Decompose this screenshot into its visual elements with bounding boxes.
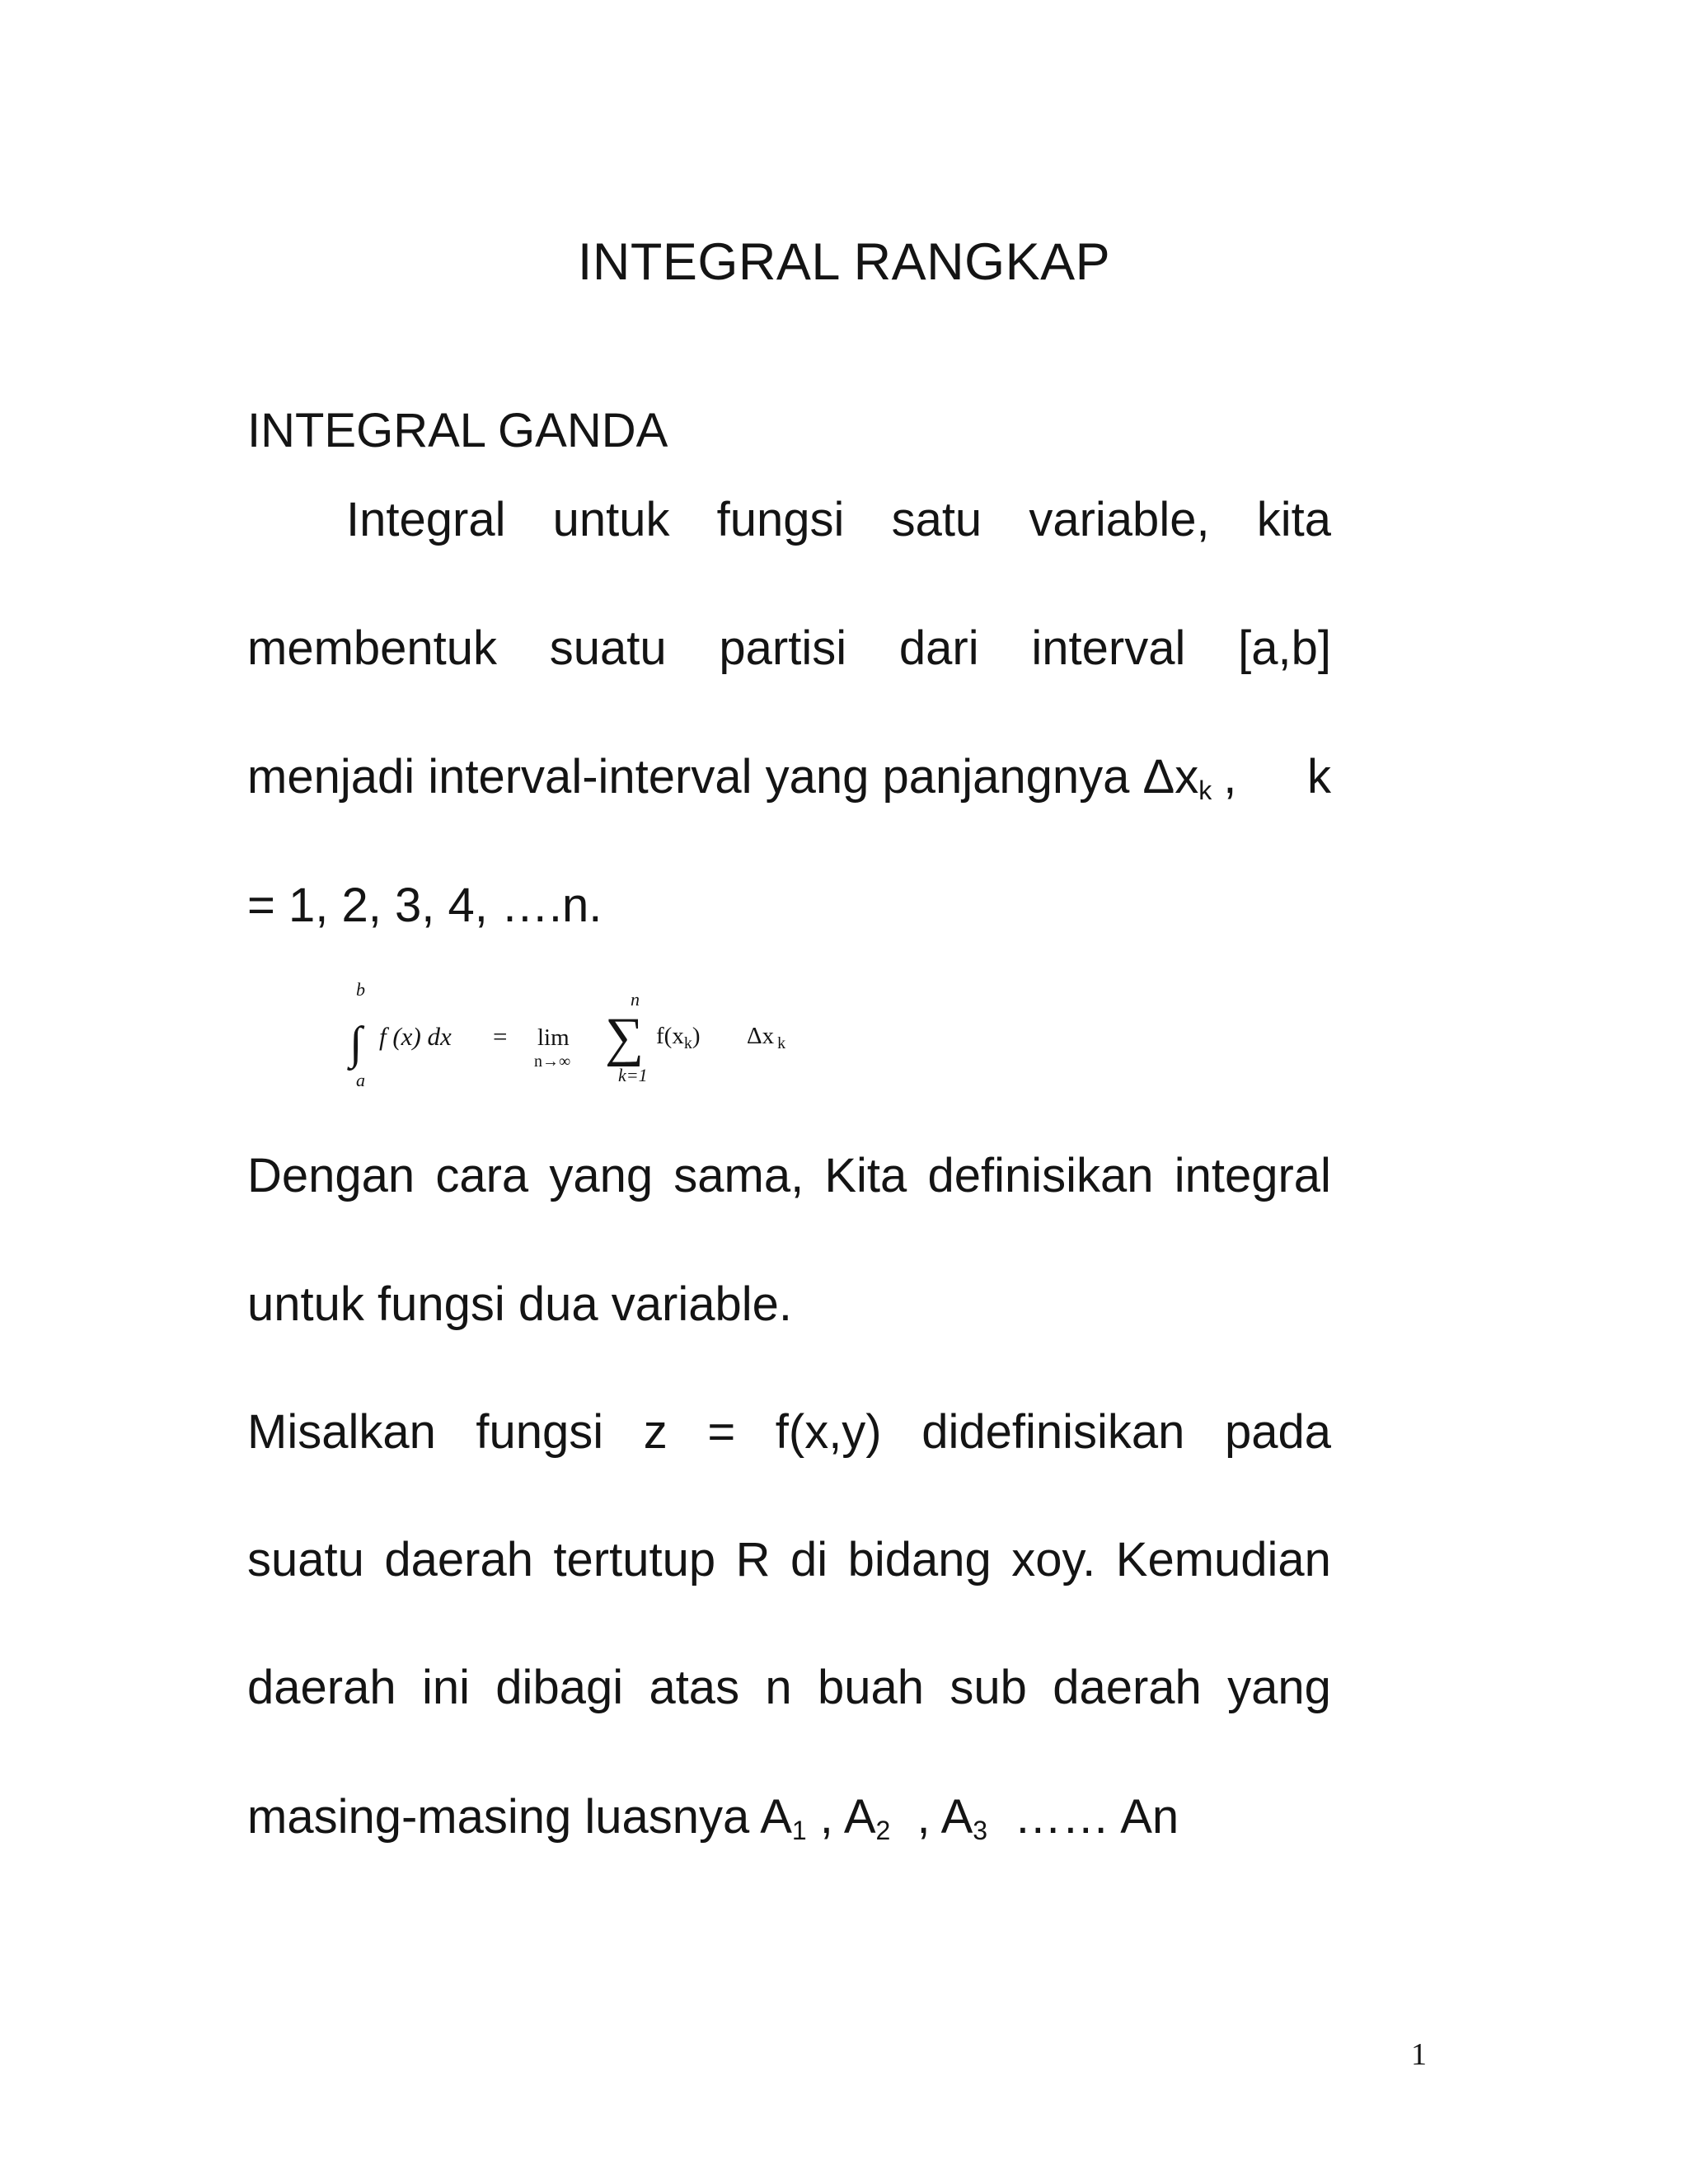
paragraph-line — [247, 748, 1331, 806]
word: membentuk — [247, 621, 498, 675]
word: Kita — [824, 1149, 907, 1202]
word: interval — [1031, 621, 1186, 675]
word: Kemudian — [1115, 1533, 1331, 1586]
summand-close: ) — [692, 1023, 701, 1049]
paragraph-line: untuk fungsi dua variable. — [247, 1277, 792, 1331]
word: dibagi — [495, 1661, 624, 1714]
word: [a,b] — [1238, 621, 1331, 675]
word: sama, — [673, 1149, 804, 1202]
summand-subscript: k — [683, 1034, 692, 1052]
comma: , — [1223, 750, 1237, 804]
word: ini — [421, 1661, 470, 1714]
word: yang — [1227, 1661, 1331, 1714]
word: n — [765, 1661, 792, 1714]
word: atas — [649, 1661, 740, 1714]
word: satu — [891, 493, 982, 546]
word: R — [735, 1533, 771, 1586]
paragraph-line — [247, 620, 1331, 677]
word: suatu — [549, 621, 667, 675]
word: daerah — [384, 1533, 533, 1586]
word: buah — [818, 1661, 925, 1714]
text: menjadi interval-interval yang panjangnya Δx — [247, 750, 1199, 804]
word: Misalkan — [247, 1405, 436, 1459]
integral-sign: ∫ — [349, 1018, 363, 1069]
paragraph-line — [247, 1659, 1331, 1717]
text: masing-masing luasnya A — [247, 1790, 792, 1844]
word: f(x,y) — [775, 1405, 882, 1459]
word: sub — [950, 1661, 1027, 1714]
text: , A — [890, 1790, 973, 1844]
integrand: f (x) dx — [379, 1022, 452, 1051]
upper-limit: b — [356, 981, 365, 1000]
word: definisikan — [927, 1149, 1154, 1202]
paragraph-line — [247, 1788, 1331, 1846]
subscript: 1 — [791, 1816, 807, 1845]
word: pada — [1224, 1405, 1331, 1459]
word: z — [643, 1405, 668, 1459]
paragraph-line: = 1, 2, 3, 4, ….n. — [247, 879, 603, 932]
paragraph-line — [247, 1404, 1331, 1461]
summand — [656, 1023, 701, 1052]
text-run — [247, 748, 1236, 806]
paragraph-line — [247, 1531, 1331, 1589]
subscript: k — [1198, 776, 1212, 805]
word: bidang — [847, 1533, 992, 1586]
page-number: 1 — [1411, 2037, 1427, 2072]
word: xoy. — [1011, 1533, 1096, 1586]
section-heading: INTEGRAL GANDA — [247, 404, 668, 457]
subscript: 3 — [973, 1816, 988, 1845]
integral-formula — [346, 981, 841, 1088]
word: untuk — [552, 493, 670, 546]
word: di — [790, 1533, 828, 1586]
word: yang — [549, 1149, 654, 1202]
word: daerah — [247, 1661, 396, 1714]
word: fungsi — [716, 493, 845, 546]
word: variable, — [1029, 493, 1210, 546]
word: dari — [898, 621, 979, 675]
equals-sign: = — [493, 1022, 508, 1051]
delta-text: Δx — [747, 1023, 775, 1049]
word: partisi — [719, 621, 847, 675]
word: didefinisikan — [921, 1405, 1185, 1459]
word: = — [707, 1405, 736, 1459]
word: tertutup — [553, 1533, 716, 1586]
sum-lower: k=1 — [618, 1065, 648, 1085]
word: integral — [1174, 1149, 1331, 1202]
sigma-sign: ∑ — [605, 1007, 645, 1067]
word: fungsi — [476, 1405, 604, 1459]
limit-subscript: n→∞ — [534, 1052, 571, 1071]
page-title: INTEGRAL RANGKAP — [577, 233, 1111, 291]
sum-upper: n — [631, 989, 640, 1010]
text: , A — [806, 1790, 876, 1844]
word: Dengan — [247, 1149, 415, 1202]
word: k — [1307, 750, 1331, 804]
text: …… An — [987, 1790, 1179, 1844]
word: cara — [435, 1149, 529, 1202]
paragraph-line — [247, 491, 1331, 549]
paragraph-line — [247, 1147, 1331, 1205]
limit-operator: lim — [537, 1024, 570, 1051]
word: daerah — [1053, 1661, 1202, 1714]
summand-text: f(x — [656, 1023, 684, 1049]
delta-subscript: k — [777, 1034, 786, 1052]
lower-limit: a — [356, 1070, 365, 1088]
delta-term — [747, 1023, 785, 1052]
word: Integral — [346, 493, 506, 546]
subscript: 2 — [875, 1816, 891, 1845]
word: suatu — [247, 1533, 364, 1586]
word: kita — [1256, 493, 1331, 546]
